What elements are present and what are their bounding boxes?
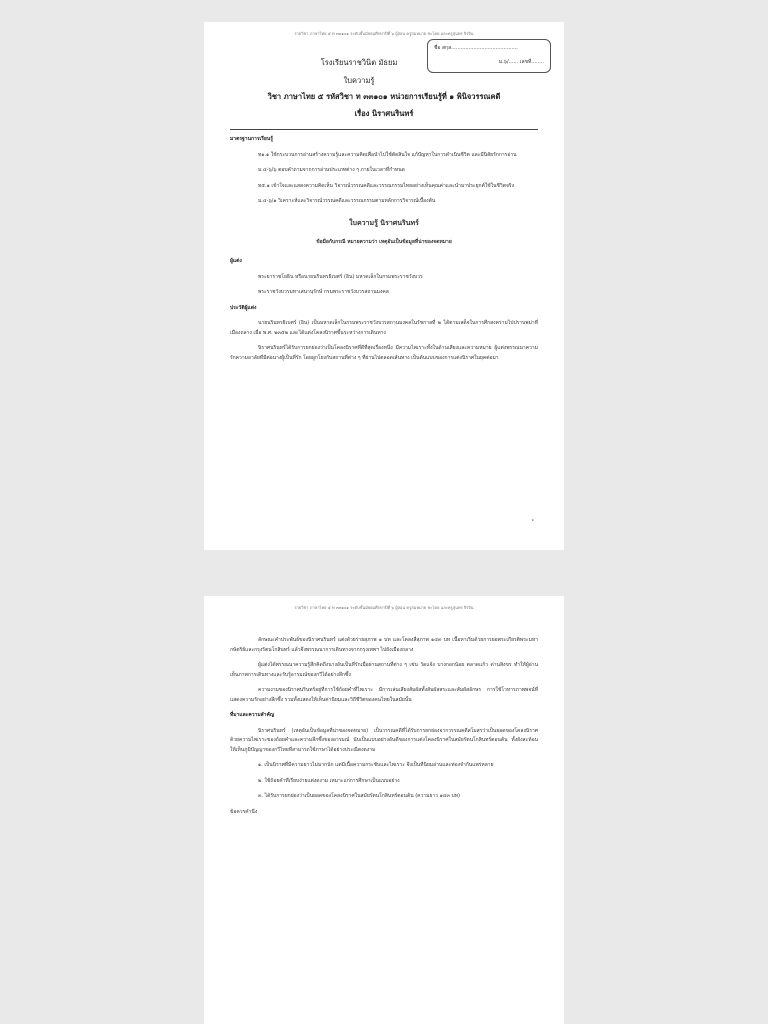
document-page-2 <box>204 596 564 1024</box>
history-paragraph-1: นายนรินทรธิเบศร์ (อิน) เป็นมหาดเล็กในกรมพระราชวังบวรสถานมงคลในรัชกาลที่ ๒ ได้ตามเสด็จในการศึกสงครามไปปราบพม่าที่เมืองถลาง เมื่อ พ.ศ. ๒๓๕๒ และได้แต่งโคลงนิราศขึ้นระหว่างการเดินทาง <box>230 320 538 336</box>
list-item-2: ๒. ใช้ถ้อยคำที่เรียบง่ายแต่งดงาม เหมาะแก่การศึกษาเป็นแบบอย่าง <box>258 777 400 784</box>
knowledge-sheet-subtitle: ข้อมือกับกรณี หมายความว่า เหตุอันเป็นข้อมูลที่น่าของจดหมาย <box>316 238 452 245</box>
standard-1: ท๑.๑ ใช้กระบวนการอ่านสร้างความรู้และความคิดเพื่อนำไปใช้ตัดสินใจ แก้ปัญหาในการดำเนินชีวิต และมีนิสัยรักการอ่าน <box>258 151 517 158</box>
class-number-label: ม.๖/...... เลขที่........ <box>498 59 544 65</box>
topic-line: เรื่อง นิราศนรินทร์ <box>354 109 414 118</box>
paragraph-1: ลักษณะคำประพันธ์ของนิราศนรินทร์ แต่งด้วยร่ายสุภาพ ๑ บท และโคลงสี่สุภาพ ๑๔๓ บท เนื้อหาเริ่มด้วยการยอพระเกียรติพระมหากษัตริย์และกรุงรัตนโกสินทร์ แล้วจึงพรรณนาการเดินทางจากกรุงเทพฯ ไปยังเมืองถลาง <box>230 637 538 653</box>
page-number: ๑ <box>531 517 534 522</box>
indicator-1: ม.๔-๖/๖ ตอบคำถามจากการอ่านประเภทต่าง ๆ ภายในเวลาที่กำหนด <box>258 167 405 173</box>
page-1-body <box>230 135 538 369</box>
standards-heading: มาตรฐานการเรียนรู้ <box>230 136 273 142</box>
subject-line: วิชา ภาษาไทย ๕ รหัสวิชา ท ๓๓๑๐๑ หน่วยการเรียนรู้ที่ ๑ พินิจวรรณคดี <box>267 92 501 101</box>
history-paragraph-2: นิราศนรินทร์ได้รับการยกย่องว่าเป็นโคลงนิราศที่ดีที่สุดเรื่องหนึ่ง มีความไพเราะทั้งในด้านเสียงและความหมาย ผู้แต่งพรรณนาความรักความอาลัยที่มีต่อนางผู้เป็นที่รัก โดยผูกโยงกับสถานที่ต่าง ๆ ที่ผ่านไปตลอดเส้นทาง เป็นต้นแบบของการแต่งนิราศในยุคต่อมา <box>230 345 538 361</box>
knowledge-sheet-title: ใบความรู้ นิราศนรินทร์ <box>349 218 419 227</box>
paragraph-2: ผู้แต่งได้พรรณนาความรู้สึกคิดถึงนางอันเป็นที่รักเมื่อผ่านสถานที่ต่าง ๆ เช่น วัดแจ้ง บางกอกน้อย ตลาดแก้ว ด่านสิงขร ทำให้ผู้อ่านเห็นภาพการเดินทางและรับรู้อารมณ์ของกวีได้อย่างลึกซึ้ง <box>230 662 538 678</box>
running-header: รายวิชา ภาษาไทย ๕ ท ๓๓๑๐๑ ระดับชั้นมัธยมศึกษาปีที่ ๖ ผู้สอน ครูสมหมาย ชะโดย และครูสุนทร จิรจิน <box>294 31 474 36</box>
standard-2: ท๕.๑ เข้าใจและแสดงความคิดเห็น วิจารณ์วรรณคดีและวรรณกรรมไทยอย่างเห็นคุณค่าและนำมาประยุกต์ใช้ในชีวิตจริง <box>258 182 515 189</box>
paragraph-4: นิราศนรินทร์ (เหตุอันเป็นข้อมูลที่น่าของจดหมาย) เป็นวรรณคดีที่ได้รับการยกย่องจากวรรณคดีสโมสรว่าเป็นยอดของโคลงนิราศ ด้วยความไพเราะของถ้อยคำและความลึกซึ้งของอารมณ์ นับเป็นแบบอย่างอันดีของการแต่งโคลงนิราศในสมัยรัตนโกสินทร์ตอนต้น ทั้งยังสะท้อนให้เห็นภูมิปัญญาของกวีไทยที่สามารถใช้ภาษาได้อย่างประณีตงดงาม <box>230 727 538 753</box>
sheet-title: ใบความรู้ <box>343 76 375 85</box>
header-divider <box>230 129 538 130</box>
page-2-body <box>230 636 538 823</box>
list-item-3: ๓. ได้รับการยกย่องว่าเป็นยอดของโคลงนิราศในสมัยรัตนโกสินทร์ตอนต้น (ความยาว ๑๔๓ บท) <box>258 793 460 799</box>
indicator-2: ม.๔-๖/๑ วิเคราะห์และวิจารณ์วรรณคดีและวรรณกรรมตามหลักการวิจารณ์เบื้องต้น <box>258 198 436 204</box>
student-name-label: ชื่อ สกุล.......................................... <box>434 45 518 51</box>
history-heading: ประวัติผู้แต่ง <box>230 304 257 311</box>
closing-line: ข้อควรคำนึง <box>230 808 258 815</box>
document-page-1 <box>204 22 564 550</box>
author-line-1: พระยาราชโยธิน หรือนายนรินทรธิเบศร์ (อิน) มหาดเล็กในกรมพระราชวังบวร <box>258 273 423 280</box>
list-item-1: ๑. เป็นนิราศที่มีความยาวไม่มากนัก แต่มีเนื้อความกระชับและไพเราะ จึงเป็นที่นิยมอ่านและท่องจำกันแพร่หลาย <box>258 762 494 768</box>
paragraph-3: ความงามของนิราศนรินทร์อยู่ที่การใช้ถ้อยคำที่ไพเราะ มีการเล่นเสียงสัมผัสทั้งสัมผัสสระและสัมผัสอักษร การใช้โวหารภาพพจน์ที่แสดงความรักอย่างลึกซึ้ง รวมทั้งแสดงให้เห็นค่านิยมและวิถีชีวิตของคนไทยในสมัยนั้น <box>230 687 538 703</box>
running-header: รายวิชา ภาษาไทย ๕ ท ๓๓๑๐๑ ระดับชั้นมัธยมศึกษาปีที่ ๖ ผู้สอน ครูสมหมาย ชะโดย และครูสุนทร จิรจิน <box>294 605 474 610</box>
content-heading: ที่มาและความสำคัญ <box>230 712 275 718</box>
author-heading: ผู้แต่ง <box>230 258 242 265</box>
author-line-2: พระราชวังบวรมหาเสนานุรักษ์ กรมพระราชวังบวรสถานมงคล <box>258 289 389 296</box>
school-name: โรงเรียนราชวินิต มัธยม <box>320 58 398 67</box>
